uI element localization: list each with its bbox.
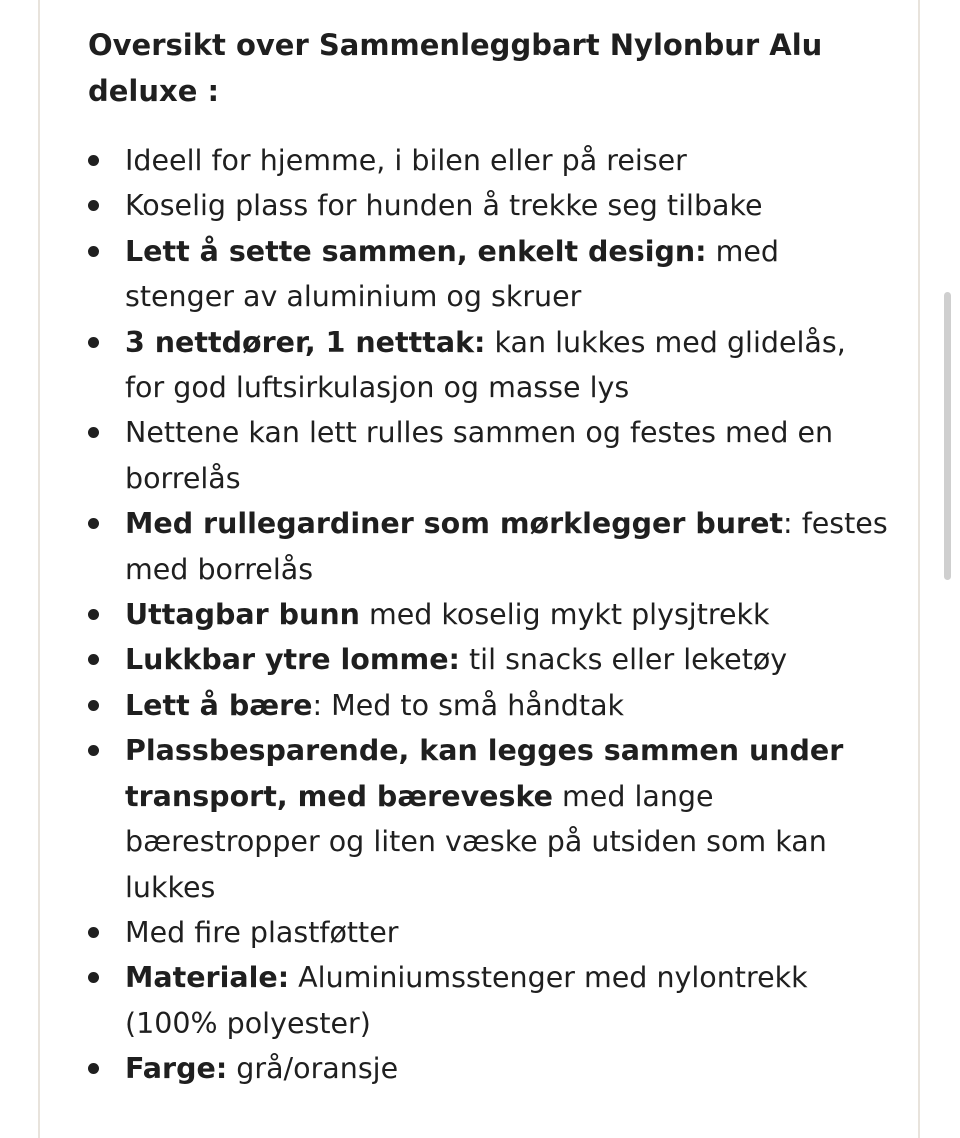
right-border xyxy=(918,0,920,1138)
bullet-icon xyxy=(88,972,99,983)
item-bold-text: Lett å sette sammen, enkelt design: xyxy=(125,234,707,268)
left-border xyxy=(38,0,40,1138)
bullet-icon xyxy=(88,745,99,756)
item-text: Ideell for hjemme, i bilen eller på reiser xyxy=(125,144,687,177)
list-item xyxy=(88,320,888,411)
bullet-icon xyxy=(88,200,99,211)
list-item xyxy=(88,183,888,228)
product-overview xyxy=(88,22,888,1092)
list-item xyxy=(88,410,888,501)
list-item xyxy=(88,501,888,592)
item-text: med stenger av aluminium og skruer xyxy=(125,234,780,314)
item-text: kan lukkes med glidelås, for god luftsirkulasjon og masse lys xyxy=(125,325,846,405)
bullet-icon xyxy=(88,1063,99,1074)
item-text: Med fire plastføtter xyxy=(125,915,399,949)
list-item xyxy=(88,138,888,183)
bullet-icon xyxy=(88,246,99,257)
item-bold-text: Plassbesparende, kan legges sammen under transport, med bæreveske xyxy=(125,734,844,813)
list-item xyxy=(88,728,888,910)
item-text: med koselig mykt plysjtrekk xyxy=(359,598,770,632)
scrollbar-thumb[interactable] xyxy=(944,292,951,580)
item-text: : festes med borrelås xyxy=(125,507,888,586)
list-item xyxy=(88,910,888,955)
item-text: Nettene kan lett rulles sammen og festes med en borrelås xyxy=(125,416,834,495)
list-item xyxy=(88,955,888,1046)
item-bold-text: Materiale: xyxy=(125,961,290,995)
item-text: med lange bærestropper og liten væske på utsiden som kan lukkes xyxy=(125,779,827,904)
bullet-icon xyxy=(88,700,99,711)
list-item xyxy=(88,637,888,682)
item-bold-text: Lett å bære xyxy=(125,688,313,722)
bullet-icon xyxy=(88,337,99,348)
item-text: Koselig plass for hunden å trekke seg tilbake xyxy=(125,189,763,223)
item-bold-text: Med rullegardiner som mørklegger buret xyxy=(125,507,784,541)
list-item xyxy=(88,592,888,637)
bullet-icon xyxy=(88,155,99,166)
feature-list xyxy=(88,138,888,1092)
list-item xyxy=(88,1046,888,1091)
item-bold-text: 3 nettdører, 1 netttak: xyxy=(125,325,486,359)
item-text: grå/oransje xyxy=(227,1052,399,1086)
bullet-icon xyxy=(88,927,99,938)
list-item xyxy=(88,683,888,728)
item-text: : Med to små håndtak xyxy=(312,688,625,722)
item-bold-text: Farge: xyxy=(125,1052,228,1086)
bullet-icon xyxy=(88,518,99,529)
overview-heading: Oversikt over Sammenleggbart Nylonbur Alu deluxe : xyxy=(88,28,823,108)
item-bold-text: Uttagbar bunn xyxy=(125,598,360,632)
bullet-icon xyxy=(88,609,99,620)
item-bold-text: Lukkbar ytre lomme: xyxy=(125,643,460,677)
bullet-icon xyxy=(88,654,99,665)
list-item xyxy=(88,229,888,320)
bullet-icon xyxy=(88,427,99,438)
item-text: Aluminiumsstenger med nylontrekk (100% polyester) xyxy=(125,961,808,1040)
item-text: til snacks eller leketøy xyxy=(459,643,788,677)
